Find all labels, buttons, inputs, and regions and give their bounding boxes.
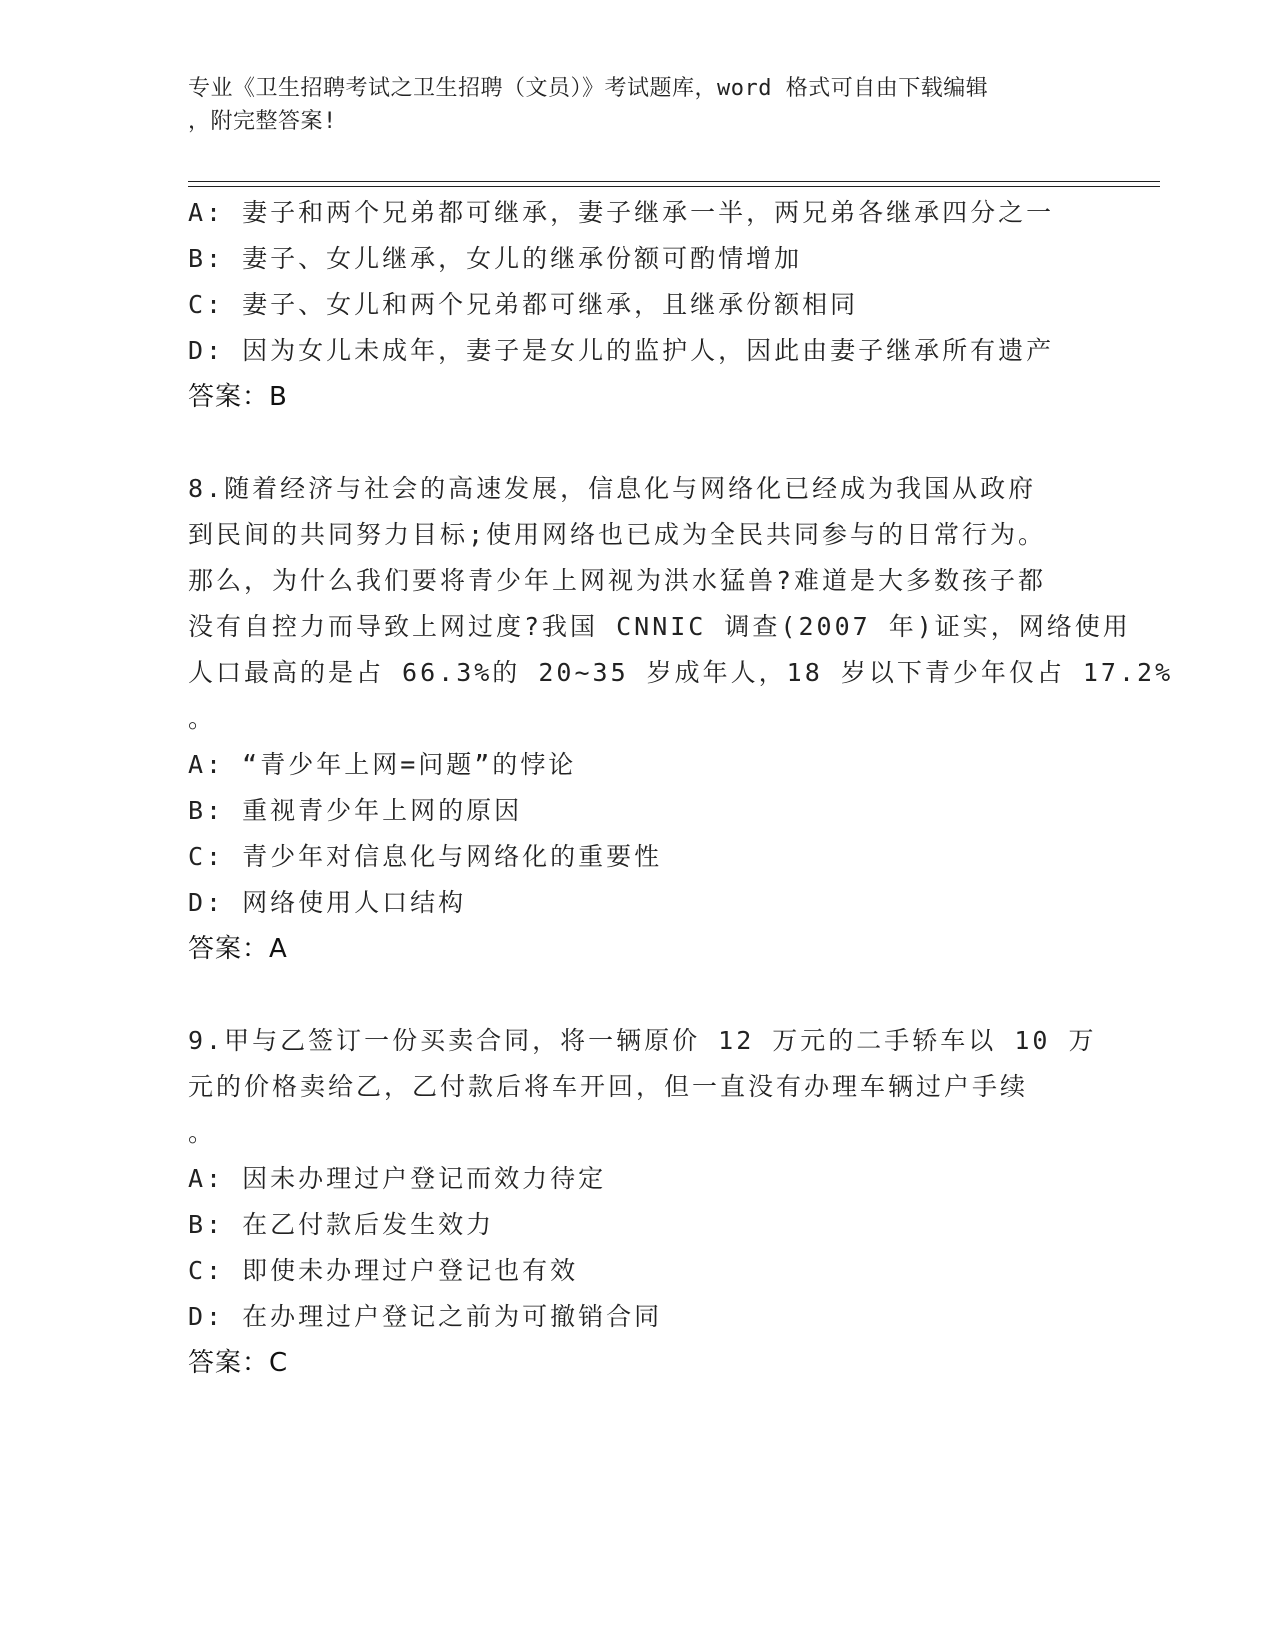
option-a: A: “青少年上网=问题”的悖论 — [188, 750, 577, 779]
question-stem-line: 没有自控力而导致上网过度?我国 CNNIC 调查(2007 年)证实，网络使用 — [188, 612, 1131, 641]
question-stem-line: 9.甲与乙签订一份买卖合同，将一辆原价 12 万元的二手轿车以 10 万 — [188, 1026, 1097, 1055]
option-c: C: 妻子、女儿和两个兄弟都可继承，且继承份额相同 — [188, 290, 859, 319]
option-d: D: 网络使用人口结构 — [188, 888, 467, 917]
question-stem-line: 那么，为什么我们要将青少年上网视为洪水猛兽?难道是大多数孩子都 — [188, 566, 1047, 595]
answer: 答案：A — [188, 934, 288, 964]
option-d: D: 因为女儿未成年，妻子是女儿的监护人，因此由妻子继承所有遗产 — [188, 336, 1055, 365]
question-9 — [188, 1018, 1097, 1386]
document-header — [188, 72, 1068, 138]
option-d: D: 在办理过户登记之前为可撤销合同 — [188, 1302, 663, 1331]
question-stem-line: 。 — [188, 1118, 217, 1147]
spacer — [188, 420, 1088, 466]
question-stem-line: 。 — [188, 704, 217, 733]
header-line-1: 专业《卫生招聘考试之卫生招聘（文员）》考试题库，word 格式可自由下载编辑 — [188, 76, 989, 101]
option-b: B: 重视青少年上网的原因 — [188, 796, 523, 825]
question-stem-line: 到民间的共同努力目标;使用网络也已成为全民共同参与的日常行为。 — [188, 520, 1047, 549]
question-stem-line: 8.随着经济与社会的高速发展，信息化与网络化已经成为我国从政府 — [188, 474, 1037, 503]
header-rule-bottom — [188, 186, 1160, 187]
spacer — [188, 972, 1088, 1018]
option-a: A: 因未办理过户登记而效力待定 — [188, 1164, 607, 1193]
option-b: B: 在乙付款后发生效力 — [188, 1210, 495, 1239]
header-rule-top — [188, 181, 1160, 182]
option-c: C: 青少年对信息化与网络化的重要性 — [188, 842, 663, 871]
answer: 答案：B — [188, 382, 288, 412]
document-body — [188, 190, 1174, 1386]
question-7 — [188, 190, 1088, 420]
question-stem-line: 人口最高的是占 66.3%的 20~35 岁成年人，18 岁以下青少年仅占 17.2% — [188, 658, 1174, 687]
header-line-2: ，附完整答案! — [188, 109, 337, 134]
option-a: A: 妻子和两个兄弟都可继承，妻子继承一半，两兄弟各继承四分之一 — [188, 198, 1055, 227]
option-b: B: 妻子、女儿继承，女儿的继承份额可酌情增加 — [188, 244, 803, 273]
question-stem-line: 元的价格卖给乙，乙付款后将车开回，但一直没有办理车辆过户手续 — [188, 1072, 1029, 1101]
option-c: C: 即使未办理过户登记也有效 — [188, 1256, 579, 1285]
question-8 — [188, 466, 1174, 972]
answer: 答案：C — [188, 1348, 289, 1378]
